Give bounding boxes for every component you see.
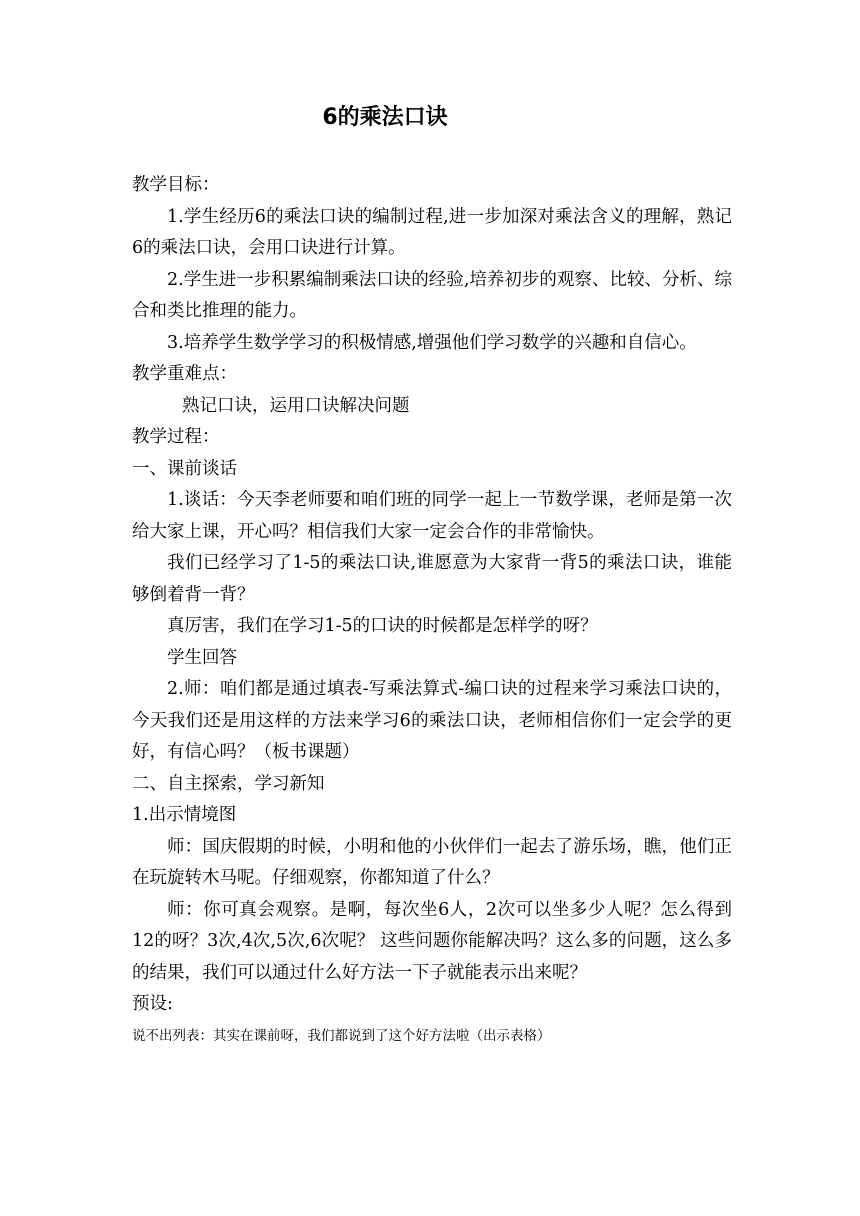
key-point: 熟记口诀，运用口诀解决问题 bbox=[182, 395, 410, 416]
goal-1: 1.学生经历6的乘法口诀的编制过程,进一步加深对乘法含义的理解，熟记6的乘法口诀，会用口诀进行计算。 bbox=[132, 206, 732, 258]
goal-2: 2.学生进一步积累编制乘法口诀的经验,培养初步的观察、比较、分析、综合和类比推理的能力。 bbox=[132, 269, 732, 321]
key-heading: 教学重难点： bbox=[132, 364, 237, 384]
paragraph-6: 师：国庆假期的时候，小明和他的小伙伴们一起去了游乐场，瞧，他们正在玩旋转木马呢。仔细观察，你都知道了什么？ bbox=[132, 836, 732, 888]
part-1-heading: 一、课前谈话 bbox=[132, 458, 237, 479]
preset-label: 预设: bbox=[132, 994, 173, 1014]
paragraph-4: 学生回答 bbox=[167, 647, 237, 668]
note-text: 说不出列表：其实在课前呀，我们都说到了这个好方法啦（出示表格） bbox=[132, 1027, 551, 1044]
goals-heading: 教学目标： bbox=[132, 175, 220, 195]
goal-3: 3.培养学生数学学习的积极情感,增强他们学习数学的兴趣和自信心。 bbox=[167, 332, 697, 353]
item-1: 1.出示情境图 bbox=[132, 805, 237, 825]
paragraph-5: 2.师：咱们都是通过填表-写乘法算式-编口诀的过程来学习乘法口诀的，今天我们还是用这样的方法来学习6的乘法口诀，老师相信你们一定会学的更好，有信心吗？（板书课题） bbox=[132, 679, 732, 762]
document-body bbox=[132, 170, 732, 1049]
paragraph-3: 真厉害，我们在学习1-5的口诀的时候都是怎样学的呀？ bbox=[167, 616, 598, 636]
paragraph-1: 1.谈话：今天李老师要和咱们班的同学一起上一节数学课，老师是第一次给大家上课，开心吗？相信我们大家一定会合作的非常愉快。 bbox=[132, 490, 732, 542]
process-heading: 教学过程： bbox=[132, 427, 220, 447]
paragraph-2: 我们已经学习了1-5的乘法口诀,谁愿意为大家背一背5的乘法口诀，谁能够倒着背一背？ bbox=[132, 553, 732, 605]
page-title: 6的乘法口诀 bbox=[322, 105, 448, 130]
part-2-heading: 二、自主探索，学习新知 bbox=[132, 773, 325, 794]
paragraph-7: 师：你可真会观察。是啊，每次坐6人，2次可以坐多少人呢？怎么得到12的呀？3次,4次,5次,6次呢？ 这些问题你能解决吗？这么多的问题，这么多的结果，我们可以通过什么好方法一下子就能表示出来呢？ bbox=[132, 899, 732, 983]
